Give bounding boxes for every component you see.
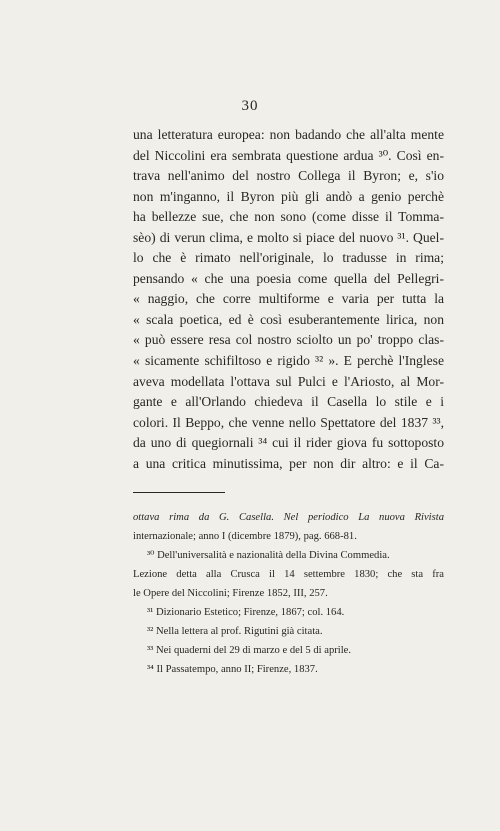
text-line: « naggio, che corre multiforme e varia per tutta la [133,291,444,307]
footnotes [133,508,444,679]
footnote-line: ottava rima da G. Casella. Nel periodico La nuova Rivista [133,512,444,523]
text-line: non m'inganno, il Byron più gli andò a genio perchè [133,188,444,204]
text-line: a una critica minutissima, per non dir altro: e il Ca- [133,455,444,471]
footnote-line: ³¹ Dizionario Estetico; Firenze, 1867; col. 164. [147,607,345,618]
footnote-line: internazionale; anno I (dicembre 1879), pag. 668-81. [133,531,357,542]
text-line: una letteratura europea: non badando che all'alta mente [133,127,444,142]
footnote-line: ³³ Nei quaderni del 29 di marzo e del 5 di aprile. [147,645,352,656]
page-number: 30 [241,98,259,114]
footnote-line: ³⁴ Il Passatempo, anno II; Firenze, 1837. [147,664,318,675]
text-line: del Niccolini era sembrata questione ardua ³⁰. Così en- [133,147,444,163]
footnote-line: ³⁰ Dell'universalità e nazionalità della Divina Commedia. [147,550,390,561]
text-line: « scala poetica, ed è così esuberantemente lirica, non [133,311,444,327]
text-line: gante e all'Orlando chiedeva il Casella lo stile e i [133,394,444,410]
footnote-line: le Opere del Niccolini; Firenze 1852, III, 257. [133,588,328,599]
text-line: « può essere resa col nostro sciolto un po' troppo clas- [133,332,444,348]
footnote-line: ³² Nella lettera al prof. Rigutini già citata. [147,626,323,637]
text-line: da uno di quegiornali ³⁴ cui il rider giova fu sottoposto [133,435,444,451]
text-line: sèo) di verun clima, e molto si piace del nuovo ³¹. Quel- [133,229,444,245]
text-line: trava nell'animo del nostro Collega il Byron; e, s'io [133,168,444,184]
main-text [133,125,444,474]
text-line: pensando « che una poesia come quella del Pellegri- [133,270,444,286]
text-line: aveva modellata l'ottava sul Pulci e l'Ariosto, al Mor- [133,373,444,389]
text-line: « sicamente schifiltoso e rigido ³² ». E perchè l'Inglese [133,353,444,369]
text-line: ha bellezze sue, che non sono (come disse il Tomma- [133,209,444,225]
text-line: colori. Il Beppo, che venne nello Spettatore del 1837 ³³, [133,414,444,430]
footnote-rule [133,492,225,493]
text-line: lo che è rimato nell'originale, lo tradusse in rima; [133,250,444,266]
footnote-line: Lezione detta alla Crusca il 14 settembre 1830; che sta fra [133,569,444,580]
